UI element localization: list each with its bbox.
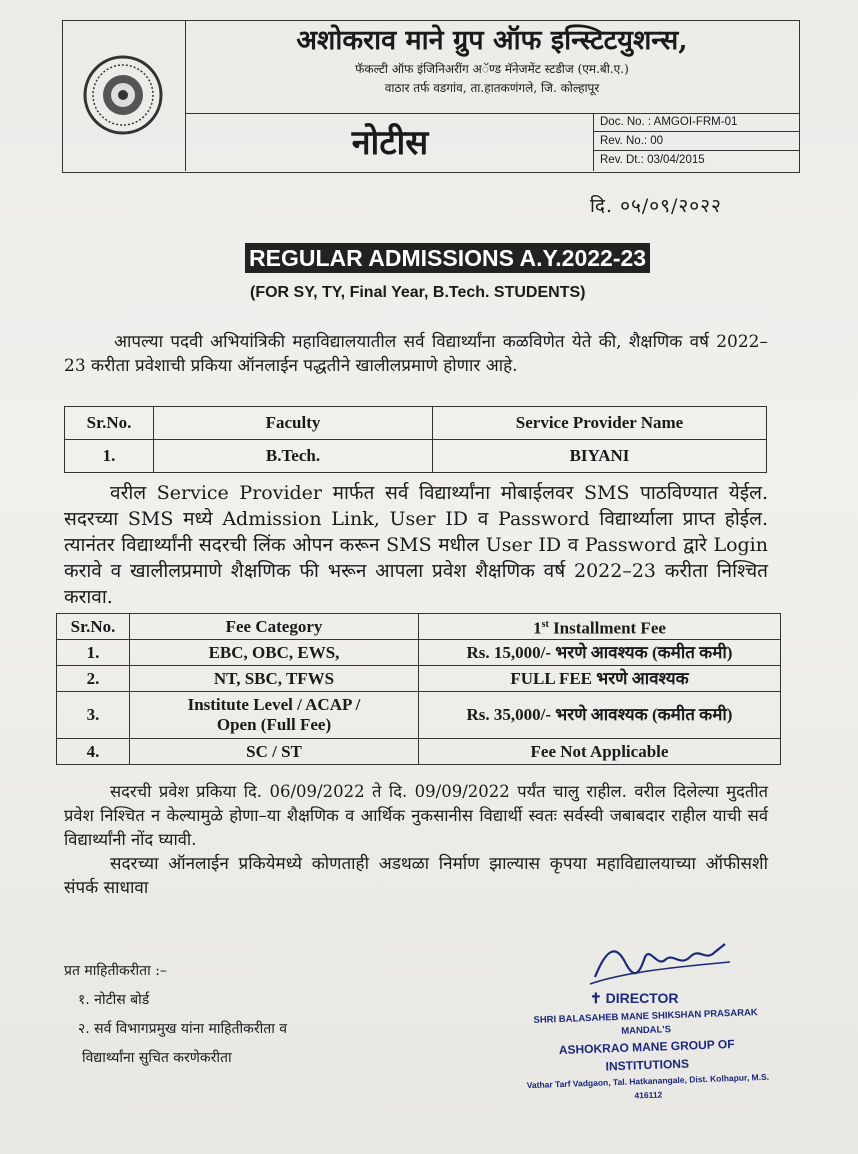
cell-category: NT, SBC, TFWS [130,666,419,692]
cell-category: Institute Level / ACAP / Open (Full Fee) [130,692,419,739]
cell-category: SC / ST [130,739,419,765]
stamp-line-2: ASHOKRAO MANE GROUP OF INSTITUTIONS [558,1036,735,1074]
table-row [57,666,781,692]
cell-faculty: B.Tech. [154,440,433,473]
notice-title: REGULAR ADMISSIONS A.Y.2022-23 [245,243,650,273]
copy-to-list [64,957,287,1073]
cell-fee: FULL FEE भरणे आवश्यक [419,666,781,692]
revision-number: Rev. No.: 00 [594,132,800,151]
header-installment-fee [419,614,781,640]
revision-date: Rev. Dt.: 03/04/2015 [600,154,705,166]
notice-date: दि. ०५/०९/२०२२ [590,195,722,217]
cell-fee: Fee Not Applicable [419,739,781,765]
cell-srno: 2. [57,666,130,692]
cell-srno: 1. [65,440,154,473]
table-row [57,739,781,765]
cell-fee: Rs. 35,000/- भरणे आवश्यक (कमीत कमी) [419,692,781,739]
header-fee-category: Fee Category [130,614,419,640]
fee-table [56,613,781,765]
instructions-paragraph: वरील Service Provider मार्फत सर्व विद्यार्थ्यांना मोबाईलवर SMS पाठविण्यात येईल. सदरच्या SMS मध्ये Admission Link, User ID व Password विद्यार्थ्याला प्राप्त होईल. त्यानंतर विद्यार्थ्यांनी सदरची लिंक ओपन करून SMS मधील User ID व Password द्वारे Login करावे व खालीलप्रमाणे शैक्षणिक फी भरून आपला प्रवेश शैक्षणिक वर्ष 2022–23 करीता निश्चित करावा. [64,482,768,608]
letterhead [62,20,800,173]
header-srno: Sr.No. [65,407,154,440]
copy-to-item: २. सर्व विभागप्रमुख यांना माहितीकरीता व [78,1021,288,1037]
table-header-row [57,614,781,640]
header-faculty: Faculty [154,407,433,440]
institution-address: वाठार तर्फ वडगांव, ता.हातकणंगले, जि. कोल्हापूर [384,81,600,95]
faculty-name: फॅकल्टी ऑफ इंजिनिअरींग अॅण्ड मॅनेजमेंट स्टडीज (एम.बी.ए.) [355,62,629,76]
fee-header-sup: st [541,618,549,630]
cell-srno: 3. [57,692,130,739]
fee-header-prefix: 1 [533,618,542,638]
cell-srno: 1. [57,640,130,666]
doc-number: Doc. No. : AMGOI-FRM-01 [594,113,800,132]
logo-cell [63,21,186,171]
contact-paragraph: सदरच्या ऑनलाईन प्रकियेमध्ये कोणताही अडथळा निर्माण झाल्यास कृपया महाविद्यालयाच्या ऑफीसशी संपर्क साधावा [64,854,768,898]
institution-block [187,23,797,97]
director-title: ✝ DIRECTOR [590,990,679,1006]
institution-seal-icon [83,55,163,135]
institution-stamp [515,1005,778,1106]
deadline-paragraph: सदरची प्रवेश प्रकिया दि. 06/09/2022 ते दि. 09/09/2022 पर्यंत चालु राहील. वरील दिलेल्या मुदतीत प्रवेश निश्चित न केल्यामुळे होणा–या शैक्षणिक व आर्थिक नुकसानीस विद्यार्थी स्वतः सर्वस्वी जबाबदार राहील याची सर्व विद्यार्थ्यांनी नोंद घ्यावी. [64,782,768,849]
intro-paragraph: आपल्या पदवी अभियांत्रिकी महाविद्यालयातील सर्व विद्यार्थ्यांना कळविणेत येते की, शैक्षणिक वर्ष 2022–23 करीता प्रवेशाची प्रकिया ऑनलाईन पद्धतीने खालीलप्रमाणे होणार आहे. [64,332,768,376]
notice-label: नोटीस [351,123,429,163]
cell-fee: Rs. 15,000/- भरणे आवश्यक (कमीत कमी) [419,640,781,666]
fee-header-suffix: Installment Fee [548,618,666,638]
header-srno: Sr.No. [57,614,130,640]
copy-to-item: विद्यार्थ्यांना सुचित करणेकरीता [82,1050,232,1066]
table-row [57,692,781,739]
stamp-line-3: Vathar Tarf Vadgaon, Tal. Hatkanangale, Dist. Kolhapur, M.S. 416112 [526,1071,770,1101]
cell-provider: BIYANI [433,440,767,473]
director-signature [585,932,735,992]
header-provider: Service Provider Name [433,407,767,440]
cell-srno: 4. [57,739,130,765]
table-row [65,440,767,473]
service-provider-table [64,406,767,473]
cell-category: EBC, OBC, EWS, [130,640,419,666]
table-row [57,640,781,666]
institution-name: अशोकराव माने ग्रुप ऑफ इन्स्टिटयुशन्स, [296,25,688,56]
table-header-row [65,407,767,440]
notice-subtitle: (FOR SY, TY, Final Year, B.Tech. STUDENTS) [250,284,586,301]
copy-to-heading: प्रत माहितीकरीता :– [64,963,167,979]
document-info-box [593,113,800,171]
stamp-line-1: SHRI BALASAHEB MANE SHIKSHAN PRASARAK MANDAL'S [533,1007,758,1037]
copy-to-item: १. नोटीस बोर्ड [78,992,150,1008]
